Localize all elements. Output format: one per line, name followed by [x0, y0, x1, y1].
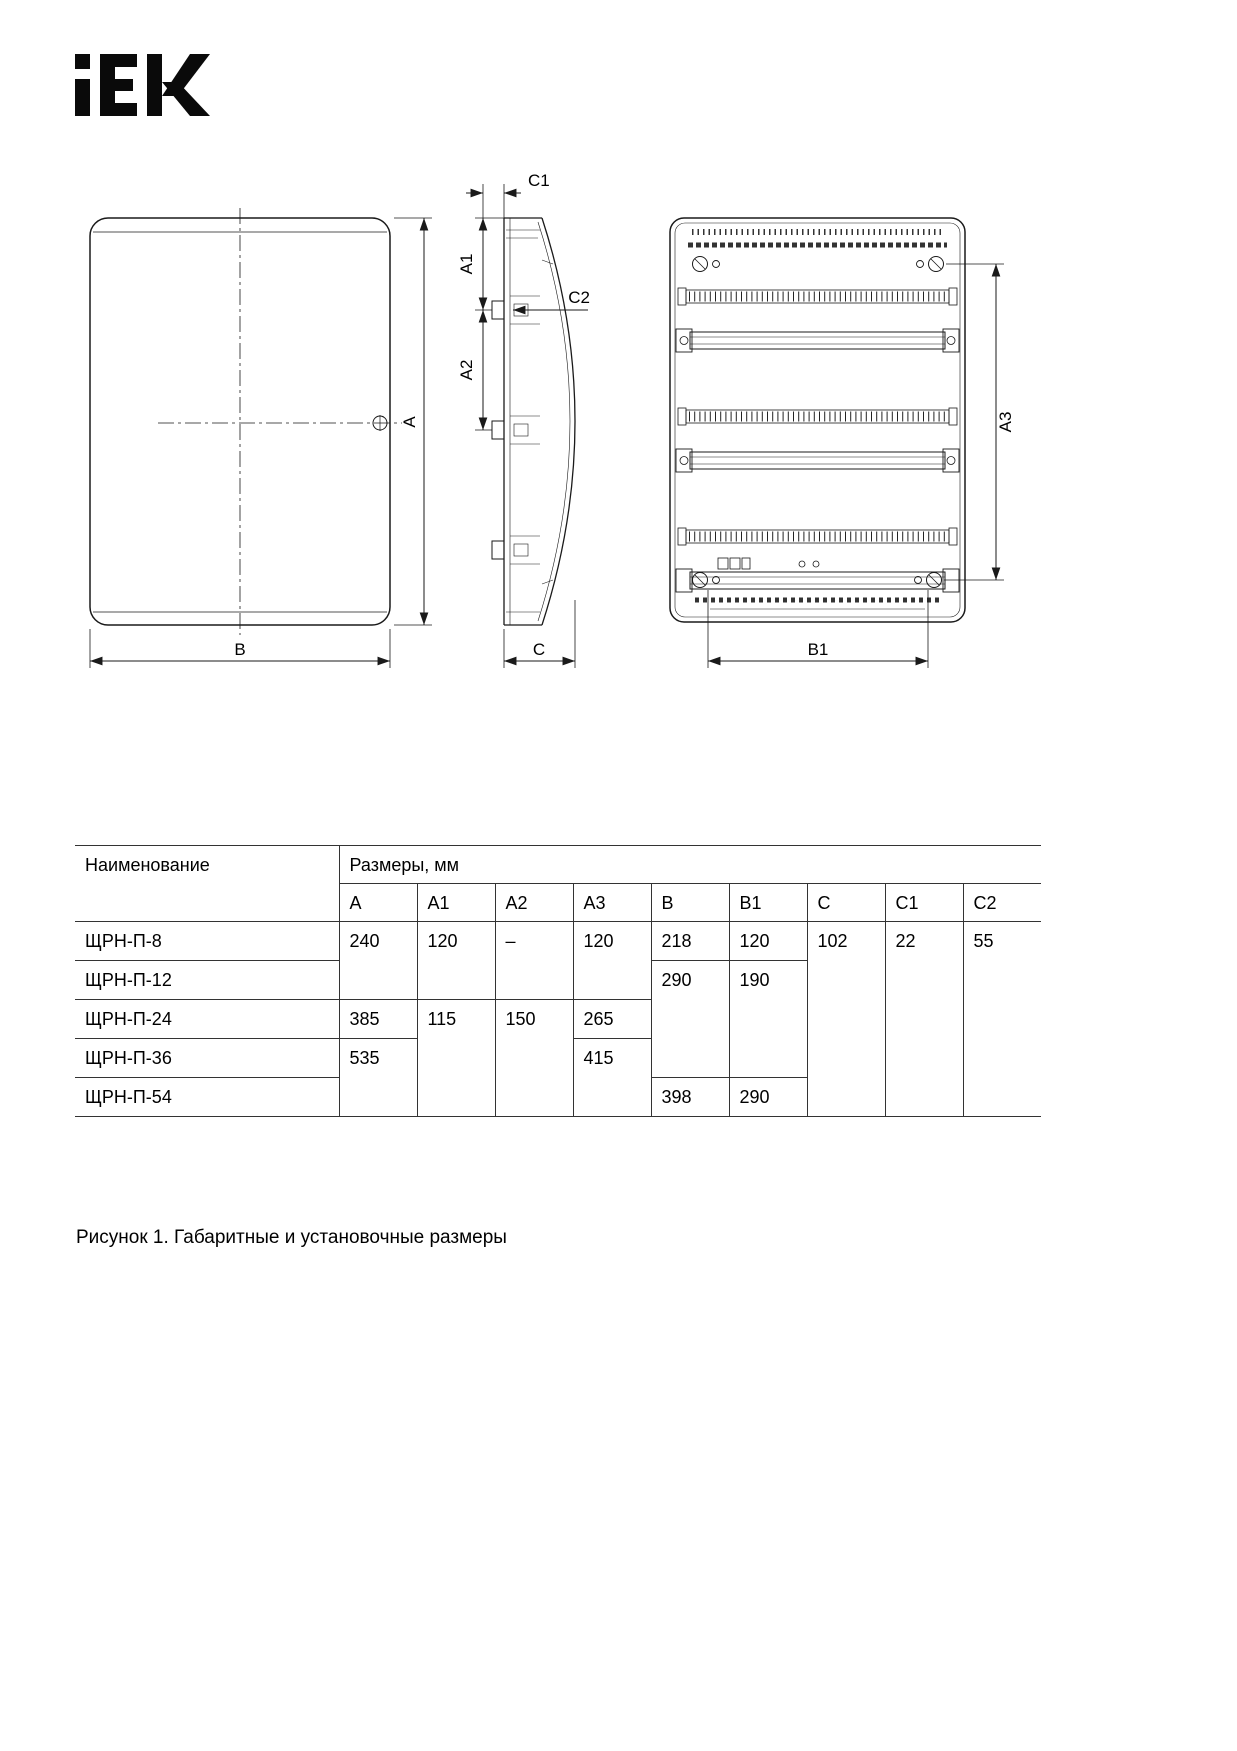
col-header-c: C	[807, 884, 885, 922]
back-view	[670, 218, 1015, 668]
logo-i-stem	[75, 79, 90, 116]
cell-a3: 415	[573, 1039, 651, 1117]
col-header-dims: Размеры, мм	[339, 846, 1041, 884]
col-header-name: Наименование	[75, 846, 339, 922]
row-name: ЩРН-П-8	[75, 922, 339, 961]
dim-label-b1: B1	[807, 640, 829, 659]
dimension-c	[504, 600, 575, 668]
dimension-a2	[457, 310, 492, 430]
dimension-a3	[944, 264, 1015, 580]
cell-a: 385	[339, 1000, 417, 1039]
terminal-blocks	[718, 558, 819, 569]
dimension-a1	[457, 218, 504, 310]
cell-b: 398	[651, 1078, 729, 1117]
row-name: ЩРН-П-36	[75, 1039, 339, 1078]
figure-drawings	[70, 160, 1080, 710]
cell-a3: 120	[573, 922, 651, 1000]
col-header-a1: A1	[417, 884, 495, 922]
cell-b: 218	[651, 922, 729, 961]
col-header-a2: A2	[495, 884, 573, 922]
col-header-c1: C1	[885, 884, 963, 922]
din-rail-unit-2	[676, 408, 959, 472]
din-rail-unit-1	[676, 288, 959, 352]
figure-caption: Рисунок 1. Габаритные и установочные размеры	[76, 1227, 507, 1248]
front-view	[90, 208, 432, 668]
col-header-c2: C2	[963, 884, 1041, 922]
dim-label-a2: A2	[457, 359, 476, 381]
cell-a1: 115	[417, 1000, 495, 1117]
cell-a3: 265	[573, 1000, 651, 1039]
col-header-b: B	[651, 884, 729, 922]
dim-label-b: B	[234, 640, 246, 659]
cell-b1: 120	[729, 922, 807, 961]
cell-c2: 55	[963, 922, 1041, 1117]
cell-a: 240	[339, 922, 417, 1000]
cell-b1: 190	[729, 961, 807, 1078]
dim-label-a: A	[400, 416, 419, 428]
cell-b1: 290	[729, 1078, 807, 1117]
dim-label-a1: A1	[457, 253, 476, 275]
dim-label-c: C	[532, 640, 546, 659]
side-view	[457, 171, 590, 668]
mounting-screws	[693, 257, 944, 588]
logo-k	[147, 54, 210, 116]
cell-c1: 22	[885, 922, 963, 1117]
iek-logo-graphic	[75, 52, 213, 118]
rail-clips-side	[492, 296, 540, 564]
row-name: ЩРН-П-12	[75, 961, 339, 1000]
col-header-a: A	[339, 884, 417, 922]
col-header-b1: B1	[729, 884, 807, 922]
cell-b: 290	[651, 961, 729, 1078]
dimension-c2	[513, 288, 590, 310]
cell-a1: 120	[417, 922, 495, 1000]
cell-a2: –	[495, 922, 573, 1000]
logo-i-dot	[75, 54, 90, 69]
row-name: ЩРН-П-24	[75, 1000, 339, 1039]
dim-label-c2: C2	[568, 288, 590, 307]
dim-label-a3: A3	[996, 411, 1015, 433]
col-header-a3: A3	[573, 884, 651, 922]
cell-a2: 150	[495, 1000, 573, 1117]
technical-drawing	[70, 160, 1080, 705]
logo-e	[100, 54, 137, 116]
row-name: ЩРН-П-54	[75, 1078, 339, 1117]
dimension-c1	[466, 171, 550, 218]
dim-label-c1: C1	[528, 171, 550, 190]
dimension-a	[394, 218, 432, 625]
cell-a: 535	[339, 1039, 417, 1117]
dimensions-table-section	[75, 845, 1041, 1117]
iek-logo	[75, 52, 213, 123]
dimensions-table	[75, 845, 1041, 1117]
table-row	[75, 922, 1041, 961]
cell-c: 102	[807, 922, 885, 1117]
